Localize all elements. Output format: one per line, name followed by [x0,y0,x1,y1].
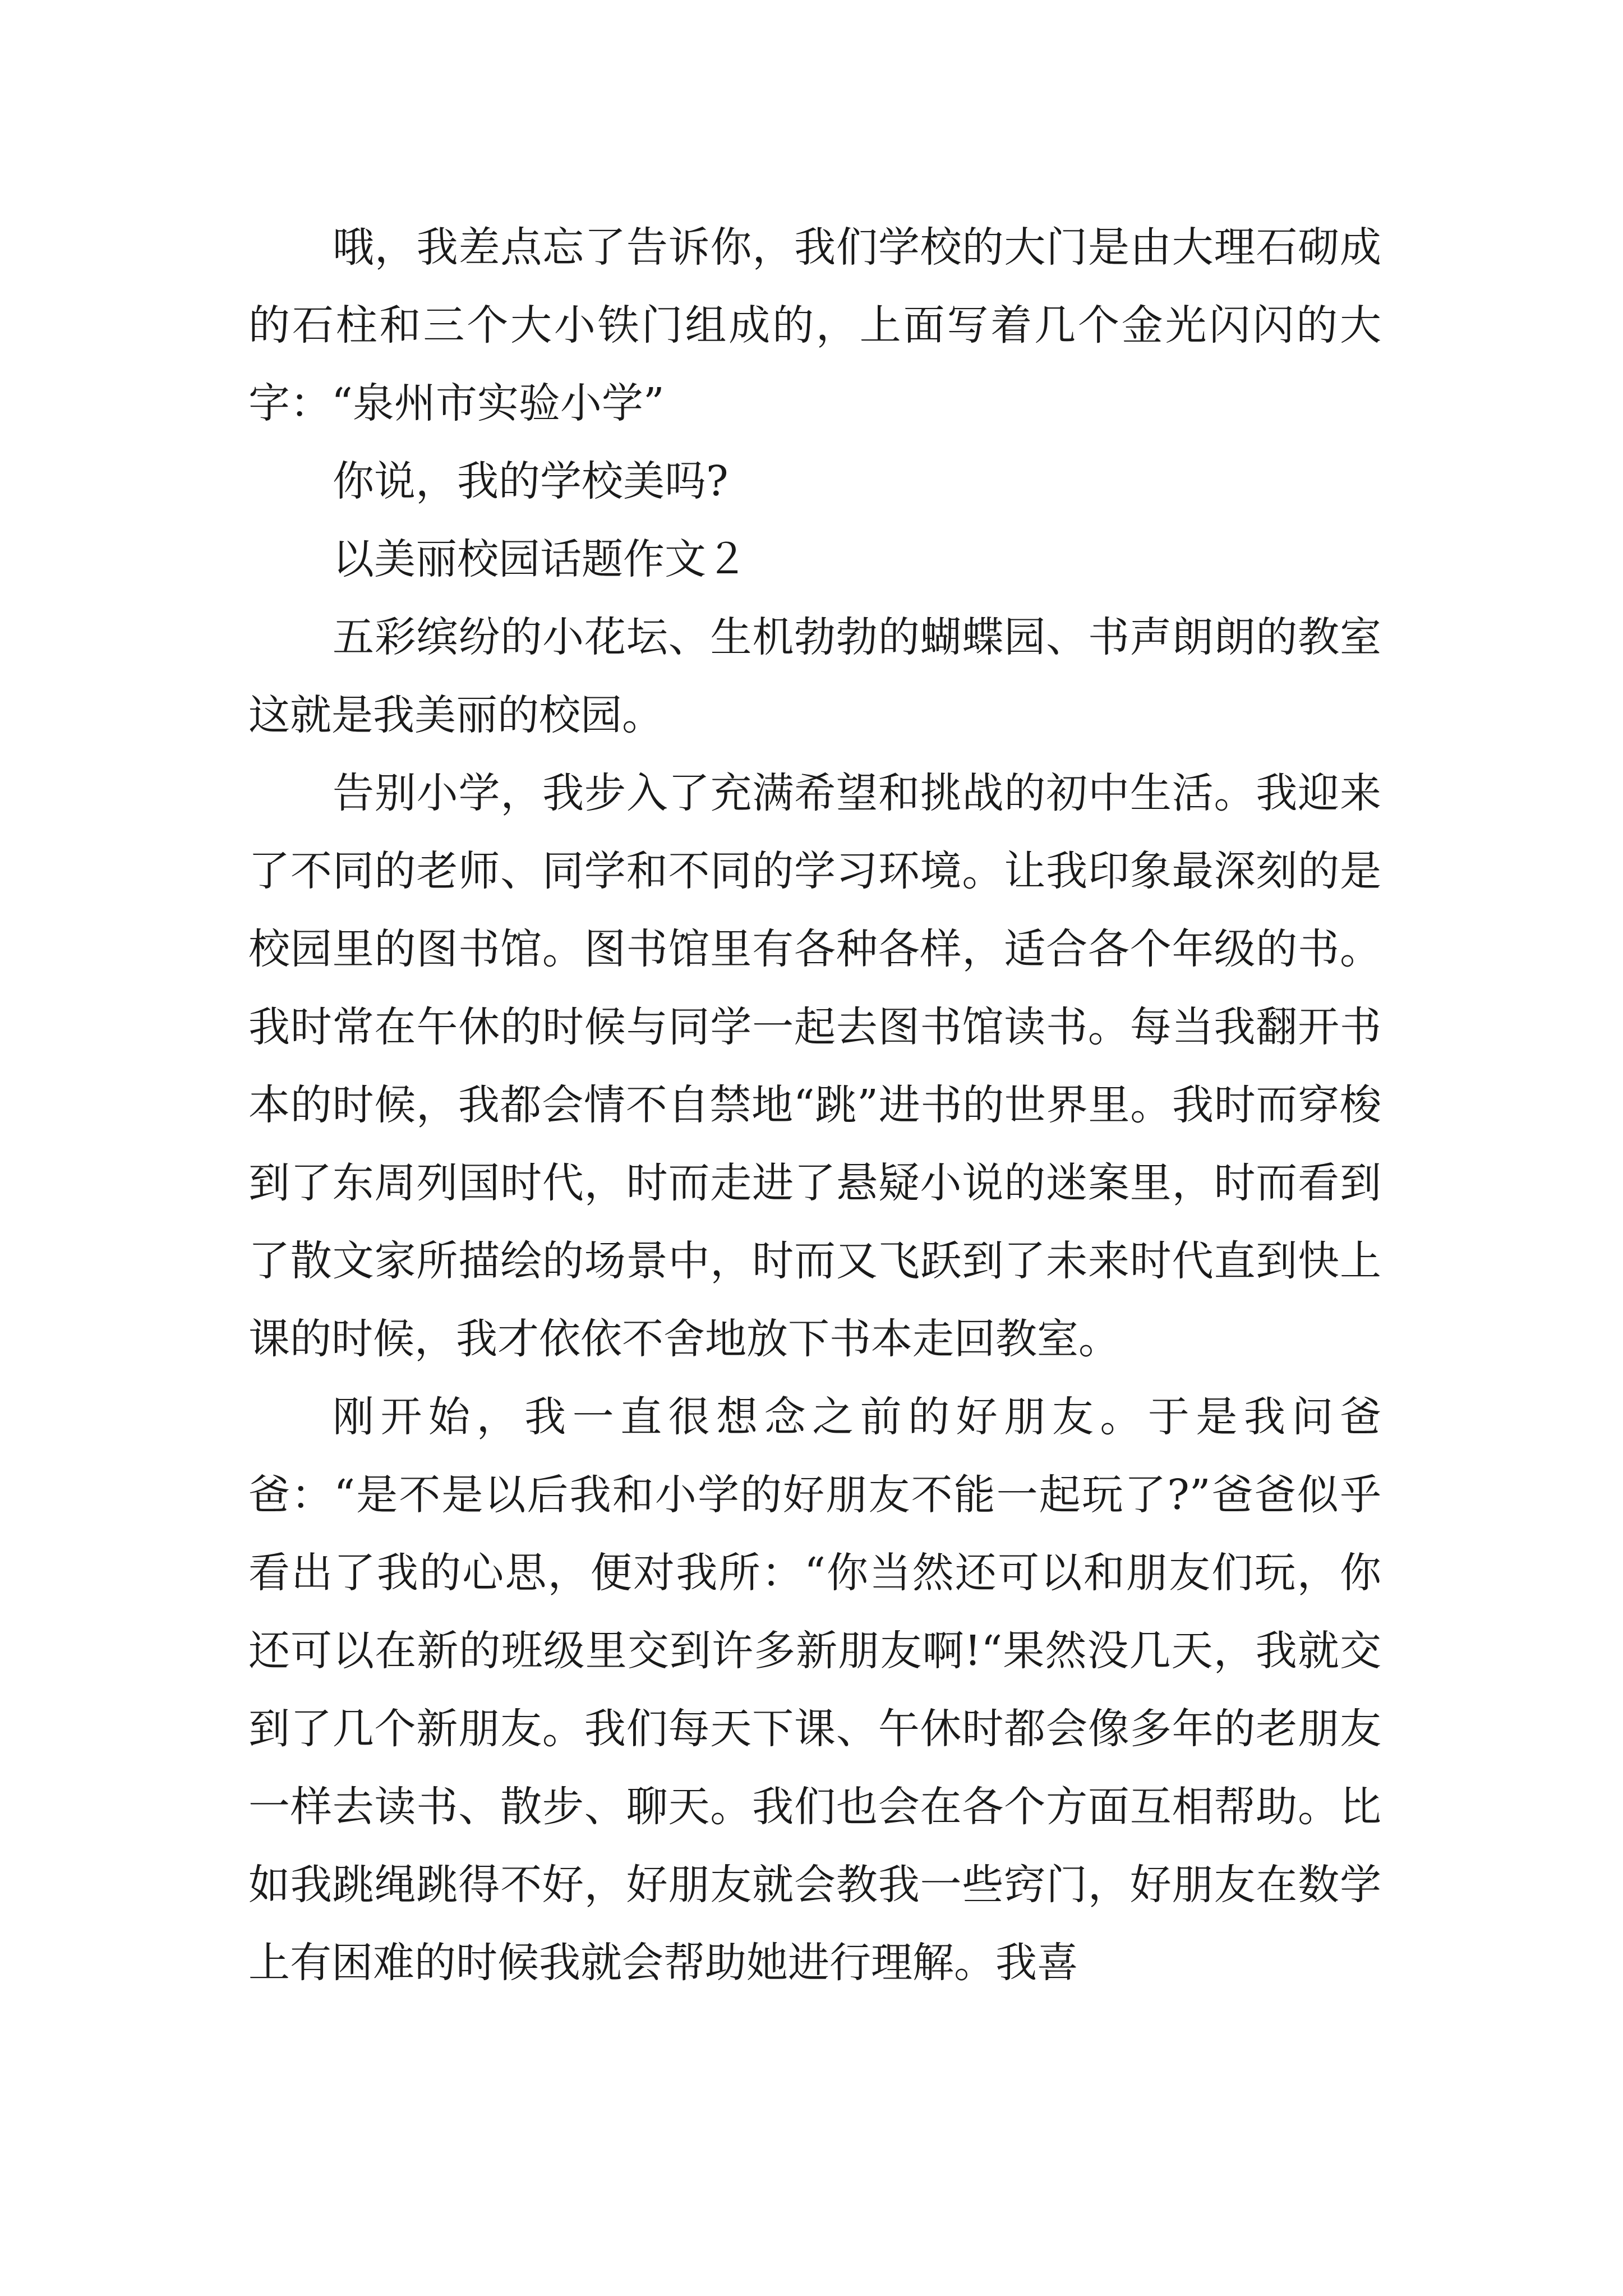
paragraph-library: 告别小学，我步入了充满希望和挑战的初中生活。我迎来了不同的老师、同学和不同的学习环境。让我印象最深刻的是校园里的图书馆。图书馆里有各种各样，适合各个年级的书。我时常在午休的时候与同学一起去图书馆读书。每当我翻开书本的时候，我都会情不自禁地“跳”进书的世界里。我时而穿梭到了东周列国时代，时而走进了悬疑小说的迷案里，时而看到了散文家所描绘的场景中，时而又飞跃到了未来时代直到快上课的时候，我才依依不舍地放下书本走回教室。 [248,769,1381,1363]
paragraph-school-gate: 哦，我差点忘了告诉你，我们学校的大门是由大理石砌成的石柱和三个大小铁门组成的，上面写着几个金光闪闪的大字：“泉州市实验小学” [248,223,1381,427]
paragraph-campus-intro: 五彩缤纷的小花坛、生机勃勃的蝴蝶园、书声朗朗的教室这就是我美丽的校园。 [248,613,1381,739]
paragraph-friends: 刚开始，我一直很想念之前的好朋友。于是我问爸爸：“是不是以后我和小学的好朋友不能一起玩了?”爸爸似乎看出了我的心思，便对我所：“你当然还可以和朋友们玩，你还可以在新的班级里交到许多新朋友啊!“果然没几天，我就交到了几个新朋友。我们每天下课、午休时都会像多年的老朋友一样去读书、散步、聊天。我们也会在各个方面互相帮助。比如我跳绳跳得不好，好朋友就会教我一些窍门，好朋友在数学上有困难的时候我就会帮助她进行理解。我喜 [248,1393,1381,1987]
document-body [248,209,1381,2002]
essay-heading: 以美丽校园话题作文２ [333,535,748,583]
paragraph-question: 你说，我的学校美吗? [333,457,728,505]
